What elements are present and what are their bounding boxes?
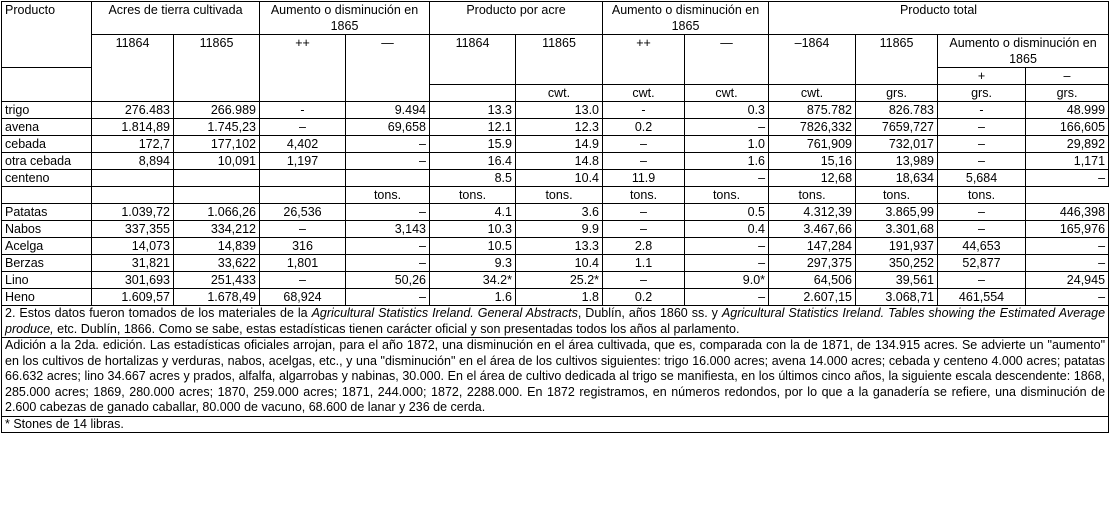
cell-value: 461,554: [938, 289, 1026, 306]
sub-1865-acres: 11865: [174, 35, 260, 102]
cell-value: 276.483: [92, 102, 174, 119]
cell-value: 1.066,26: [174, 204, 260, 221]
header-producto-por-acre: Producto por acre: [430, 2, 603, 35]
unit-label: cwt.: [603, 85, 685, 102]
cell-value: 0.2: [603, 289, 685, 306]
header-acres: Acres de tierra cultivada: [92, 2, 260, 35]
cell-value: [92, 170, 174, 187]
cell-value: 3.6: [516, 204, 603, 221]
cell-value: –: [938, 153, 1026, 170]
table-row: [2, 153, 1109, 170]
cell-value: -: [938, 102, 1026, 119]
row-label: Heno: [2, 289, 92, 306]
cell-value: 10.4: [516, 255, 603, 272]
footnote-row: [2, 416, 1109, 433]
cell-value: 16.4: [430, 153, 516, 170]
cell-value: 13,989: [856, 153, 938, 170]
cell-value: –: [685, 238, 769, 255]
cell-value: 1.814,89: [92, 119, 174, 136]
cell-value: 732,017: [856, 136, 938, 153]
row-label: centeno: [2, 170, 92, 187]
cell-value: –: [685, 170, 769, 187]
cell-value: 166,605: [1026, 119, 1109, 136]
cell-value: 14,839: [174, 238, 260, 255]
cell-value: 350,252: [856, 255, 938, 272]
cell-value: –: [603, 221, 685, 238]
cell-value: -: [260, 102, 346, 119]
cell-value: –: [685, 255, 769, 272]
cell-value: 14.9: [516, 136, 603, 153]
cell-value: 39,561: [856, 272, 938, 289]
cell-value: 18,634: [856, 170, 938, 187]
cell-value: 10.4: [516, 170, 603, 187]
cell-value: –: [346, 238, 430, 255]
unit-label: grs.: [856, 85, 938, 102]
row-label: avena: [2, 119, 92, 136]
cell-value: 12.3: [516, 119, 603, 136]
sub-1865-total: 11865: [856, 35, 938, 85]
cell-value: tons.: [346, 187, 430, 204]
cell-value: 1.745,23: [174, 119, 260, 136]
cell-value: 316: [260, 238, 346, 255]
cell-value: 172,7: [92, 136, 174, 153]
note-title: Agricultural Statistics Ireland. General Abstracts: [311, 306, 578, 320]
note-text: etc. Dublín, 1866. Como se sabe, estas estadísticas tienen carácter oficial y son presentadas todos los años al parlamento.: [53, 321, 740, 336]
cell-value: 9.0*: [685, 272, 769, 289]
cell-value: 1.6: [430, 289, 516, 306]
sub-1864-total: –1864: [769, 35, 856, 85]
cell-value: 1.1: [603, 255, 685, 272]
cell-value: 177,102: [174, 136, 260, 153]
sub-minus-acres: —: [346, 35, 430, 102]
cell-value: 14,073: [92, 238, 174, 255]
unit-label: cwt.: [769, 85, 856, 102]
cell-value: –: [938, 119, 1026, 136]
cell-value: –: [938, 204, 1026, 221]
cell-value: 3,143: [346, 221, 430, 238]
unit-label: cwt.: [685, 85, 769, 102]
statistics-table: [1, 1, 1109, 433]
cell-value: –: [938, 221, 1026, 238]
row-label: Lino: [2, 272, 92, 289]
unit-label: cwt.: [516, 85, 603, 102]
cell-value: tons.: [938, 187, 1026, 204]
cell-value: –: [603, 272, 685, 289]
cell-value: tons.: [430, 187, 516, 204]
cell-value: 0.4: [685, 221, 769, 238]
note-text: , Dublín, años 1860 ss. y: [577, 306, 722, 320]
cell-value: 24,945: [1026, 272, 1109, 289]
sub-plus-por-acre: ++: [603, 35, 685, 85]
cell-value: 1.678,49: [174, 289, 260, 306]
table-row: [2, 204, 1109, 221]
cell-value: 15,16: [769, 153, 856, 170]
cell-value: –: [346, 153, 430, 170]
cell-value: 1.0: [685, 136, 769, 153]
cell-value: –: [685, 119, 769, 136]
source-note: [2, 306, 1109, 338]
cell-value: –: [260, 119, 346, 136]
cell-value: 68,924: [260, 289, 346, 306]
row-label: [2, 187, 92, 204]
cell-value: 5,684: [938, 170, 1026, 187]
cell-value: 0.5: [685, 204, 769, 221]
cell-value: 8,894: [92, 153, 174, 170]
header-producto: Producto: [2, 2, 92, 68]
cell-value: –: [603, 136, 685, 153]
cell-value: 301,693: [92, 272, 174, 289]
header-producto-total: Producto total: [769, 2, 1109, 35]
cell-value: 29,892: [1026, 136, 1109, 153]
cell-value: 3.467,66: [769, 221, 856, 238]
cell-value: 10.3: [430, 221, 516, 238]
cell-value: [92, 187, 174, 204]
cell-value: –: [603, 153, 685, 170]
sub-plus-total: +: [938, 68, 1026, 85]
row-label: Berzas: [2, 255, 92, 272]
table-row: [2, 272, 1109, 289]
cell-value: –: [938, 272, 1026, 289]
note-text: 2. Estos datos fueron tomados de los materiales de la: [5, 306, 312, 320]
cell-value: 15.9: [430, 136, 516, 153]
table-row: [2, 221, 1109, 238]
cell-value: 875.782: [769, 102, 856, 119]
sub-1864-por-acre: 11864: [430, 35, 516, 85]
table-row: [2, 136, 1109, 153]
unit-label: grs.: [938, 85, 1026, 102]
table-row: [2, 102, 1109, 119]
cell-value: 3.068,71: [856, 289, 938, 306]
row-label: Nabos: [2, 221, 92, 238]
cell-value: [260, 170, 346, 187]
cell-value: 297,375: [769, 255, 856, 272]
cell-value: 13.0: [516, 102, 603, 119]
cell-value: tons.: [856, 187, 938, 204]
cell-value: 1.8: [516, 289, 603, 306]
unit-label: grs.: [1026, 85, 1109, 102]
cell-value: 33,622: [174, 255, 260, 272]
cell-value: –: [260, 272, 346, 289]
cell-value: tons.: [516, 187, 603, 204]
row-label: Patatas: [2, 204, 92, 221]
cell-value: 2.607,15: [769, 289, 856, 306]
cell-value: 34.2*: [430, 272, 516, 289]
cell-value: 1.6: [685, 153, 769, 170]
table-row: [2, 119, 1109, 136]
cell-value: 1,801: [260, 255, 346, 272]
cell-value: 266.989: [174, 102, 260, 119]
cell-value: 12,68: [769, 170, 856, 187]
sub-minus-total: –: [1026, 68, 1109, 85]
cell-value: 13.3: [430, 102, 516, 119]
cell-value: 10,091: [174, 153, 260, 170]
cell-value: 1.609,57: [92, 289, 174, 306]
cell-value: 826.783: [856, 102, 938, 119]
cell-value: 4.1: [430, 204, 516, 221]
cell-value: 337,355: [92, 221, 174, 238]
header-aumento-total: Aumento o disminución en 1865: [938, 35, 1109, 68]
cell-value: tons.: [603, 187, 685, 204]
cell-value: 44,653: [938, 238, 1026, 255]
cell-value: 2.8: [603, 238, 685, 255]
cell-value: 1,197: [260, 153, 346, 170]
addition-note: Adición a la 2da. edición. Las estadísticas oficiales arrojan, para el año 1872, una disminución en el área cultivada, que es, comparada con la de 1871, de 134.915 acres. Se advierte un "aumento" en los cultivos de hortalizas y verduras, nabos, acelgas, etc., y una "disminución" en el área de los cultivos siguientes: trigo 16.000 acres; avena 14.000 acres; cebada y centeno 4.000 acres; patatas 66.632 acres; lino 34.667 acres y prados, alfalfa, algarrobas y nabinas, 30.000. En el área de cultivo dedicada al trigo se manifiesta, en los últimos cinco años, la siguiente escala descendente: 1868, 285.000 acres; 1869, 280.000 acres; 1870, 259.000 acres; 1871, 244.000; 1872, 2288.000. En 1872 registramos, en números redondos, por lo que a la ganadería se refiere, una disminución de 2.600 cabezas de ganado caballar, 80.000 de vacuno, 68.600 de lanar y 236 de cerda.: [2, 338, 1109, 417]
blank-cell: [430, 85, 516, 102]
row-label: cebada: [2, 136, 92, 153]
row-label: trigo: [2, 102, 92, 119]
cell-value: 1.039,72: [92, 204, 174, 221]
cell-value: 4.312,39: [769, 204, 856, 221]
cell-value: –: [685, 289, 769, 306]
cell-value: 13.3: [516, 238, 603, 255]
cell-value: [174, 170, 260, 187]
cell-value: [346, 170, 430, 187]
sub-1864-acres: 11864: [92, 35, 174, 102]
cell-value: tons.: [685, 187, 769, 204]
cell-value: [260, 187, 346, 204]
table-row: [2, 255, 1109, 272]
cell-value: 64,506: [769, 272, 856, 289]
table-row: [2, 238, 1109, 255]
row-label: Acelga: [2, 238, 92, 255]
cell-value: 7659,727: [856, 119, 938, 136]
cell-value: –: [1026, 170, 1109, 187]
cell-value: 9.3: [430, 255, 516, 272]
cell-value: 3.865,99: [856, 204, 938, 221]
cell-value: –: [346, 289, 430, 306]
cell-value: tons.: [769, 187, 856, 204]
table-row: [2, 170, 1109, 187]
addition-note-row: [2, 338, 1109, 417]
footnote: * Stones de 14 libras.: [2, 416, 1109, 433]
units-row-tons: [2, 187, 1109, 204]
sub-minus-por-acre: —: [685, 35, 769, 85]
cell-value: 48.999: [1026, 102, 1109, 119]
cell-value: –: [938, 136, 1026, 153]
cell-value: 446,398: [1026, 204, 1109, 221]
cell-value: 9.9: [516, 221, 603, 238]
cell-value: 1,171: [1026, 153, 1109, 170]
cell-value: 4,402: [260, 136, 346, 153]
header-aumento-por-acre: Aumento o disminución en 1865: [603, 2, 769, 35]
cell-value: 69,658: [346, 119, 430, 136]
cell-value: 14.8: [516, 153, 603, 170]
cell-value: –: [260, 221, 346, 238]
blank-cell: [2, 68, 92, 102]
cell-value: 0.3: [685, 102, 769, 119]
cell-value: 147,284: [769, 238, 856, 255]
cell-value: –: [1026, 289, 1109, 306]
table-row: [2, 289, 1109, 306]
cell-value: 761,909: [769, 136, 856, 153]
cell-value: 8.5: [430, 170, 516, 187]
cell-value: 9.494: [346, 102, 430, 119]
cell-value: –: [1026, 238, 1109, 255]
cell-value: 50,26: [346, 272, 430, 289]
cell-value: 52,877: [938, 255, 1026, 272]
sub-1865-por-acre: 11865: [516, 35, 603, 85]
cell-value: 251,433: [174, 272, 260, 289]
sub-plus-acres: ++: [260, 35, 346, 102]
cell-value: –: [1026, 255, 1109, 272]
note-title: Agricultural Statistics Ireland. Tables showing the Estimated Average produce,: [5, 306, 1106, 336]
cell-value: 7826,332: [769, 119, 856, 136]
cell-value: 334,212: [174, 221, 260, 238]
cell-value: 0.2: [603, 119, 685, 136]
cell-value: 31,821: [92, 255, 174, 272]
source-note-row: [2, 306, 1109, 338]
cell-value: 191,937: [856, 238, 938, 255]
cell-value: 25.2*: [516, 272, 603, 289]
row-label: otra cebada: [2, 153, 92, 170]
cell-value: [174, 187, 260, 204]
cell-value: –: [346, 255, 430, 272]
cell-value: 10.5: [430, 238, 516, 255]
cell-value: 11.9: [603, 170, 685, 187]
cell-value: –: [346, 204, 430, 221]
cell-value: –: [346, 136, 430, 153]
cell-value: -: [603, 102, 685, 119]
cell-value: 12.1: [430, 119, 516, 136]
cell-value: 165,976: [1026, 221, 1109, 238]
cell-value: 3.301,68: [856, 221, 938, 238]
cell-value: –: [603, 204, 685, 221]
header-aumento-acres: Aumento o disminución en 1865: [260, 2, 430, 35]
cell-value: 26,536: [260, 204, 346, 221]
